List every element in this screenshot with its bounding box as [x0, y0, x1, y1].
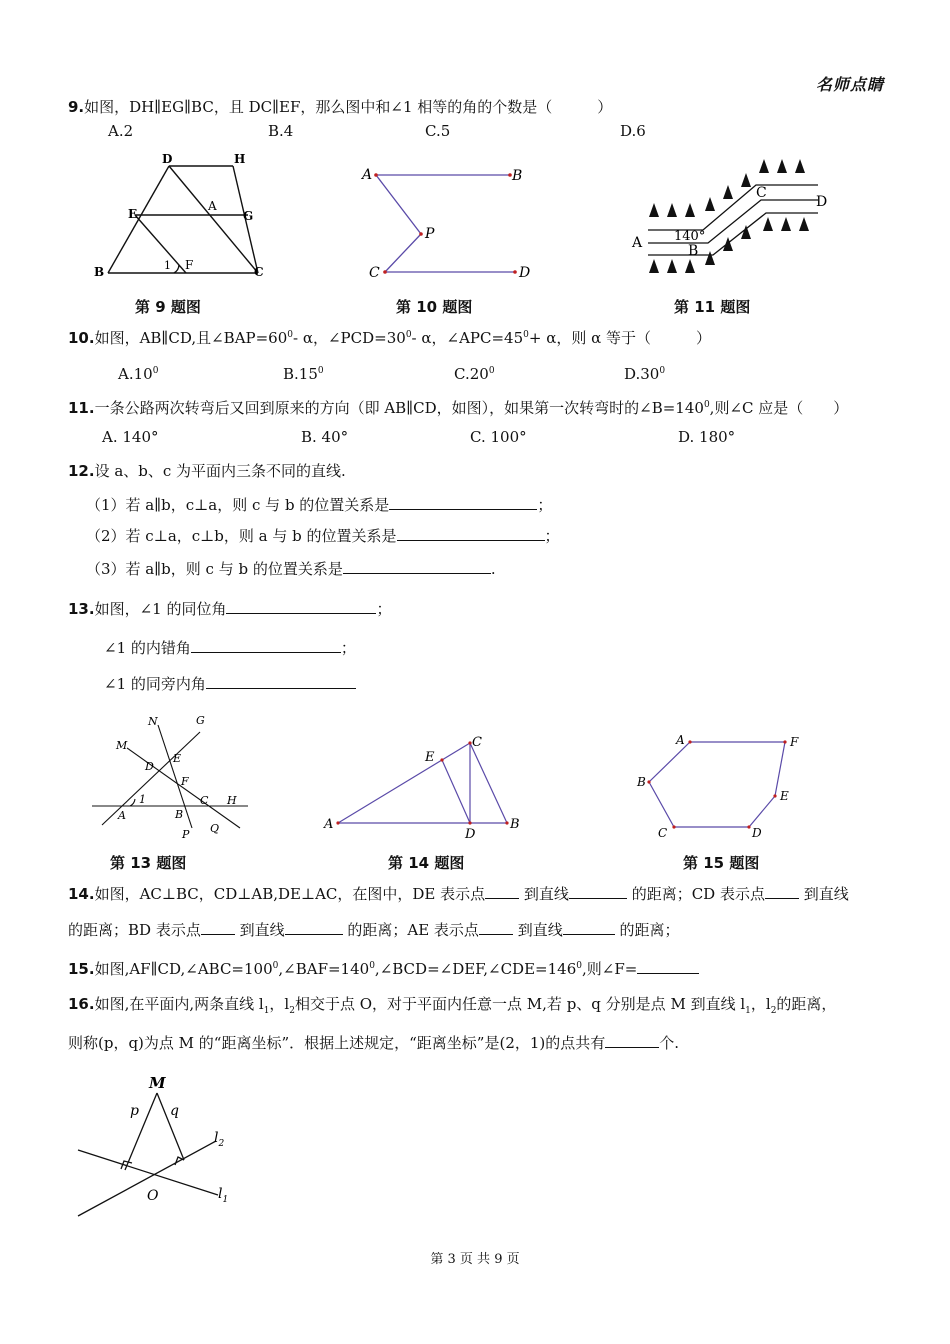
answer-blank[interactable]	[563, 920, 615, 935]
question-14-line2	[68, 919, 680, 940]
q11-option-d: D. 180°	[678, 428, 736, 446]
label-h: H	[234, 152, 246, 166]
label-n: N	[148, 715, 158, 728]
item-text: （2）若 c⊥a，c⊥b，则 a 与 b 的位置关系是	[86, 527, 397, 545]
line-ap	[376, 175, 421, 234]
answer-blank[interactable]	[765, 884, 799, 899]
question-text: 个.	[659, 1034, 680, 1052]
question-text: 如图,在平面内,两条直线 l	[94, 995, 264, 1013]
figure-15	[630, 728, 820, 843]
question-15	[68, 958, 699, 979]
question-number: 9.	[68, 98, 85, 116]
question-text: 设 a、b、c 为平面内三条不同的直线.	[94, 462, 346, 480]
question-16-line2	[68, 1032, 679, 1053]
question-text: ，l	[269, 995, 290, 1013]
line-end: ；	[340, 639, 356, 657]
question-text: - α，∠APC=45	[411, 329, 524, 347]
label-d: D	[465, 827, 476, 842]
line-cb	[470, 743, 507, 823]
figure-9	[88, 148, 278, 283]
figure-11	[628, 155, 838, 285]
q10-option-d	[624, 365, 665, 383]
figure-14	[320, 730, 530, 845]
degree-mark: 0	[405, 330, 412, 340]
subscript: 1	[263, 1006, 270, 1016]
label-h: H	[227, 794, 237, 807]
item-text: （3）若 a∥b，则 c 与 b 的位置关系是	[86, 560, 343, 578]
corner-note: 名师点睛	[816, 75, 885, 94]
hexagon-abcdef	[649, 742, 785, 827]
label-c: C	[472, 735, 482, 750]
degree-mark: 0	[152, 366, 159, 376]
label-d: D	[816, 194, 828, 210]
label-e: E	[128, 207, 138, 221]
question-12	[68, 460, 346, 481]
subscript: 2	[770, 1006, 777, 1016]
question-number: 12.	[68, 462, 95, 480]
label-p: p	[130, 1103, 139, 1119]
line-ef	[135, 215, 186, 273]
option-text: C.20	[454, 365, 489, 383]
degree-mark: 0	[369, 961, 375, 971]
label-p: P	[425, 226, 435, 242]
degree-mark: 0	[659, 366, 666, 376]
label-d: D	[519, 265, 531, 281]
question-text: 到直线	[519, 885, 569, 903]
answer-blank[interactable]	[191, 638, 341, 653]
caption-fig15: 第 15 题图	[683, 854, 760, 872]
q9-option-a: A.2	[108, 122, 134, 140]
item-end: ；	[537, 496, 553, 514]
question-text: 则称(p，q)为点 M 的“距离坐标”．根据上述规定，“距离坐标”是(2，1)的点共有	[68, 1034, 606, 1052]
label-c: C	[254, 265, 264, 279]
label-d: D	[162, 152, 173, 166]
answer-blank[interactable]	[226, 599, 376, 614]
q12-item-3	[86, 558, 496, 579]
question-number: 13.	[68, 600, 95, 618]
label-b: B	[637, 775, 646, 789]
label-f: F	[181, 775, 189, 788]
label-f: F	[185, 258, 194, 272]
degree-mark: 0	[576, 961, 582, 971]
label-c: C	[658, 826, 668, 840]
line-de	[442, 760, 470, 823]
question-text: 如图,AF∥CD,∠ABC=100	[94, 960, 273, 978]
label-a: A	[632, 235, 643, 251]
question-text: 到直线	[798, 885, 849, 903]
q9-option-b: B.4	[268, 122, 294, 140]
caption-fig14: 第 14 题图	[388, 854, 465, 872]
degree-mark: 0	[317, 366, 324, 376]
angle-label: 140°	[674, 229, 706, 244]
question-text: 到直线	[512, 921, 563, 939]
question-14-line1	[68, 883, 849, 904]
label-b: B	[94, 265, 105, 279]
option-text: B.15	[283, 365, 318, 383]
question-text: 的距离；BD 表示点	[68, 921, 201, 939]
caption-fig9: 第 9 题图	[135, 298, 201, 316]
answer-blank[interactable]	[201, 920, 235, 935]
question-text: - α，∠PCD=30	[293, 329, 406, 347]
label-b: B	[512, 168, 523, 184]
label-e: E	[425, 750, 435, 765]
subscript: 1	[745, 1006, 751, 1016]
question-text: ,∠BAF=140	[278, 960, 370, 978]
figure-13	[90, 712, 250, 842]
question-text: ∠1 的同旁内角	[104, 675, 206, 693]
question-13-line3	[104, 673, 356, 694]
question-number: 14.	[68, 885, 95, 903]
question-text: 如图，AB∥CD,且∠BAP=60	[94, 329, 288, 347]
label-p: P	[182, 828, 190, 841]
question-text: + α，则 α 等于（ ）	[528, 329, 712, 347]
question-16-line1	[68, 993, 836, 1016]
label-c: C	[369, 265, 380, 281]
q9-option-c: C.5	[425, 122, 451, 140]
caption-fig13: 第 13 题图	[110, 854, 187, 872]
label-b: B	[688, 243, 699, 259]
label-c: C	[756, 185, 767, 201]
caption-fig11: 第 11 题图	[674, 298, 751, 316]
question-10	[68, 327, 711, 348]
label-b: B	[510, 817, 520, 832]
question-text: 的距离；CD 表示点	[626, 885, 765, 903]
answer-blank[interactable]	[389, 495, 537, 510]
q10-option-c	[454, 365, 495, 383]
caption-fig10: 第 10 题图	[396, 298, 473, 316]
q9-option-d: D.6	[620, 122, 646, 140]
angle-1-arc	[130, 799, 135, 806]
answer-blank[interactable]	[637, 959, 699, 974]
label-e: E	[173, 752, 182, 765]
label-c: C	[200, 794, 209, 807]
label-1: 1	[164, 259, 171, 272]
degree-mark: 0	[287, 330, 294, 340]
angle-1-arc	[174, 265, 179, 273]
answer-blank[interactable]	[343, 559, 491, 574]
option-text: A.10	[118, 365, 153, 383]
label-a: A	[118, 809, 126, 822]
label-l1: $l_1$	[218, 1186, 229, 1205]
label-g: G	[243, 209, 254, 223]
question-text: 的距离；AE 表示点	[342, 921, 479, 939]
figure-10	[360, 160, 540, 285]
question-text: 如图，AC⊥BC，CD⊥AB,DE⊥AC，在图中，DE 表示点	[94, 885, 486, 903]
question-text: 到直线	[234, 921, 285, 939]
answer-blank[interactable]	[479, 920, 513, 935]
degree-mark: 0	[272, 961, 279, 971]
question-text: ,∠BCD=∠DEF,∠CDE=146	[374, 960, 577, 978]
question-text: 如图，DH∥EG∥BC，且 DC∥EF，那么图中和∠1 相等的角的个数是（ ）	[84, 98, 613, 116]
question-number: 16.	[68, 995, 95, 1013]
label-a: A	[324, 817, 334, 832]
label-o: O	[147, 1188, 159, 1204]
label-e: E	[780, 789, 789, 803]
question-text: 一条公路两次转弯后又回到原来的方向（即 AB∥CD，如图），如果第一次转弯时的∠B=140	[94, 399, 704, 417]
line-pc	[385, 234, 421, 272]
label-q: Q	[210, 822, 220, 835]
answer-blank[interactable]	[485, 884, 519, 899]
question-text: 的距离；	[614, 921, 680, 939]
label-g: G	[196, 714, 205, 727]
label-m: M	[149, 1074, 166, 1092]
item-text: （1）若 a∥b，c⊥a，则 c 与 b 的位置关系是	[86, 496, 390, 514]
subscript: 2	[289, 1006, 295, 1016]
question-13-line2	[104, 637, 356, 658]
label-m: M	[116, 739, 128, 752]
label-a: A	[208, 199, 217, 213]
label-d: D	[752, 826, 762, 840]
q11-option-c: C. 100°	[470, 428, 527, 446]
q10-option-b	[283, 365, 324, 383]
answer-blank[interactable]	[605, 1033, 659, 1048]
label-l2: $l_2$	[214, 1130, 225, 1149]
answer-blank[interactable]	[285, 920, 343, 935]
question-number: 10.	[68, 329, 95, 347]
figure-16	[70, 1070, 240, 1220]
question-text: ，l	[750, 995, 771, 1013]
q10-option-a	[118, 365, 158, 383]
item-end: ；	[544, 527, 560, 545]
degree-mark: 0	[488, 366, 495, 376]
label-b: B	[175, 808, 184, 821]
degree-mark: 0	[703, 400, 710, 410]
question-text: 如图，∠1 的同位角	[94, 600, 227, 618]
line-mq	[127, 748, 240, 828]
item-end: .	[490, 560, 496, 578]
label-a: A	[676, 733, 685, 747]
answer-blank[interactable]	[397, 526, 545, 541]
question-text: ∠1 的内错角	[104, 639, 191, 657]
q12-item-2	[86, 525, 560, 546]
question-number: 11.	[68, 399, 95, 417]
question-text: ,则∠C 应是（ ）	[709, 399, 849, 417]
answer-blank[interactable]	[206, 674, 356, 689]
option-text: D.30	[624, 365, 660, 383]
question-text: ,则∠F=	[581, 960, 638, 978]
label-a: A	[362, 167, 373, 183]
q12-item-1	[86, 494, 552, 515]
question-text: 的距离，	[776, 995, 837, 1013]
question-number: 15.	[68, 960, 95, 978]
tree-icons	[649, 159, 809, 273]
line-ac	[338, 743, 470, 823]
page-footer: 第 3 页 共 9 页	[430, 1252, 520, 1267]
label-f: F	[790, 735, 799, 749]
line-end: ；	[376, 600, 392, 618]
label-d: D	[145, 760, 154, 773]
q11-option-a: A. 140°	[102, 428, 159, 446]
question-13-line1	[68, 598, 391, 619]
question-9	[68, 96, 612, 117]
question-11	[68, 397, 848, 418]
q11-option-b: B. 40°	[301, 428, 349, 446]
answer-blank[interactable]	[569, 884, 627, 899]
line-l2	[78, 1141, 216, 1216]
question-text: 相交于点 O，对于平面内任意一点 M,若 p、q 分别是点 M 到直线 l	[294, 995, 746, 1013]
label-q: q	[170, 1103, 179, 1119]
label-1: 1	[139, 793, 146, 806]
degree-mark: 0	[523, 330, 529, 340]
